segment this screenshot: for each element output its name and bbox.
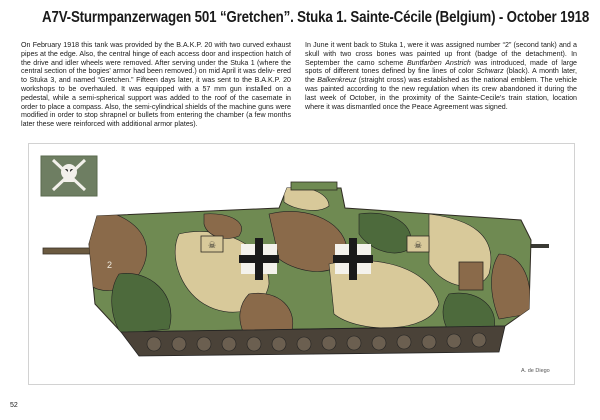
term-balkenkreuz: Balkenkreuz (317, 76, 357, 85)
text-line: of the drive and idler wheels were removed. After serving under the Stuka 1 (where (21, 49, 291, 67)
text-line: a skull with two cross bones was painted up front (badge of the detachment). In (305, 41, 577, 58)
skull-badge-icon (41, 156, 97, 196)
text-line: on a pedestal, while a semi-spherical support was added to the roof of the casemate (21, 84, 291, 102)
term-schwarz: Schwarz (476, 67, 504, 76)
text-line: the (305, 76, 318, 85)
page-number: 52 (10, 402, 18, 409)
text-line: ered to Stuka 3, and named “Gretchen.” Fifteen days later, it was sent to the B.A.K.P. (21, 67, 291, 85)
text-line: On February 1918 this tank was provided by the B.A.K.P. 20 with two curved exhaust (21, 41, 291, 49)
text-line: spots of different tones defined by fine lines of color (305, 67, 477, 76)
text-line: was painted according to the new regulation when its crew abandoned it during the (305, 84, 577, 93)
balkenkreuz-icon (239, 238, 279, 280)
text-line: months later these were reinforced with additional armor plates). (21, 111, 291, 129)
text-line: (straight cross) was established as the national emblem. The vehicle (356, 76, 577, 85)
main-gun-icon (43, 248, 93, 254)
svg-text:2: 2 (107, 260, 113, 270)
text-line: September the camo scheme (305, 58, 407, 67)
tank-hull (89, 182, 531, 334)
text-line: was introduced, made of large (470, 58, 577, 67)
text-line: where it was dismantled once the Peace Agreement was signed. (305, 102, 508, 111)
text-line: pipes at the edge. Also, the central hinge of each access door and inspection hatch (21, 49, 286, 58)
svg-text:☠: ☠ (414, 240, 423, 250)
tank-illustration-plate (28, 143, 575, 385)
tank-illustration (29, 144, 574, 384)
text-line: the central section of the bogies' armor had been removed.) on mid April it was deliv- (21, 58, 291, 76)
text-line: were modified in order to stop shrapnel or bullets from entering the chamber (a few (21, 102, 291, 120)
svg-text:☠: ☠ (208, 240, 217, 250)
text-column-right (305, 41, 577, 111)
term-buntfarben: Buntfarben Anstrich (406, 58, 471, 67)
text-column-left (21, 41, 291, 129)
artist-signature: A. de Diego (521, 368, 550, 374)
text-line: (black). A month later, (503, 67, 577, 76)
text-line: 20 workshops to be overhauled. It was equipped with a 57 mm gun installed (21, 76, 291, 93)
balkenkreuz-icon (333, 238, 373, 280)
text-line: In June it went back to Stuka 1, were it was assigned number “2” (second tank) and (305, 41, 574, 49)
page-title: A7V-Sturmpanzerwagen 501 “Gretchen”. Stuka 1. Sainte-Cécile (Belgium) - October 1918 (42, 9, 590, 26)
text-line: last week of October, in the proximity of the Sainte-Cecile's train station, location (305, 93, 577, 102)
text-line: in order to place a compass. Also, the semi-cylindrical shields of the machine guns (21, 93, 291, 111)
